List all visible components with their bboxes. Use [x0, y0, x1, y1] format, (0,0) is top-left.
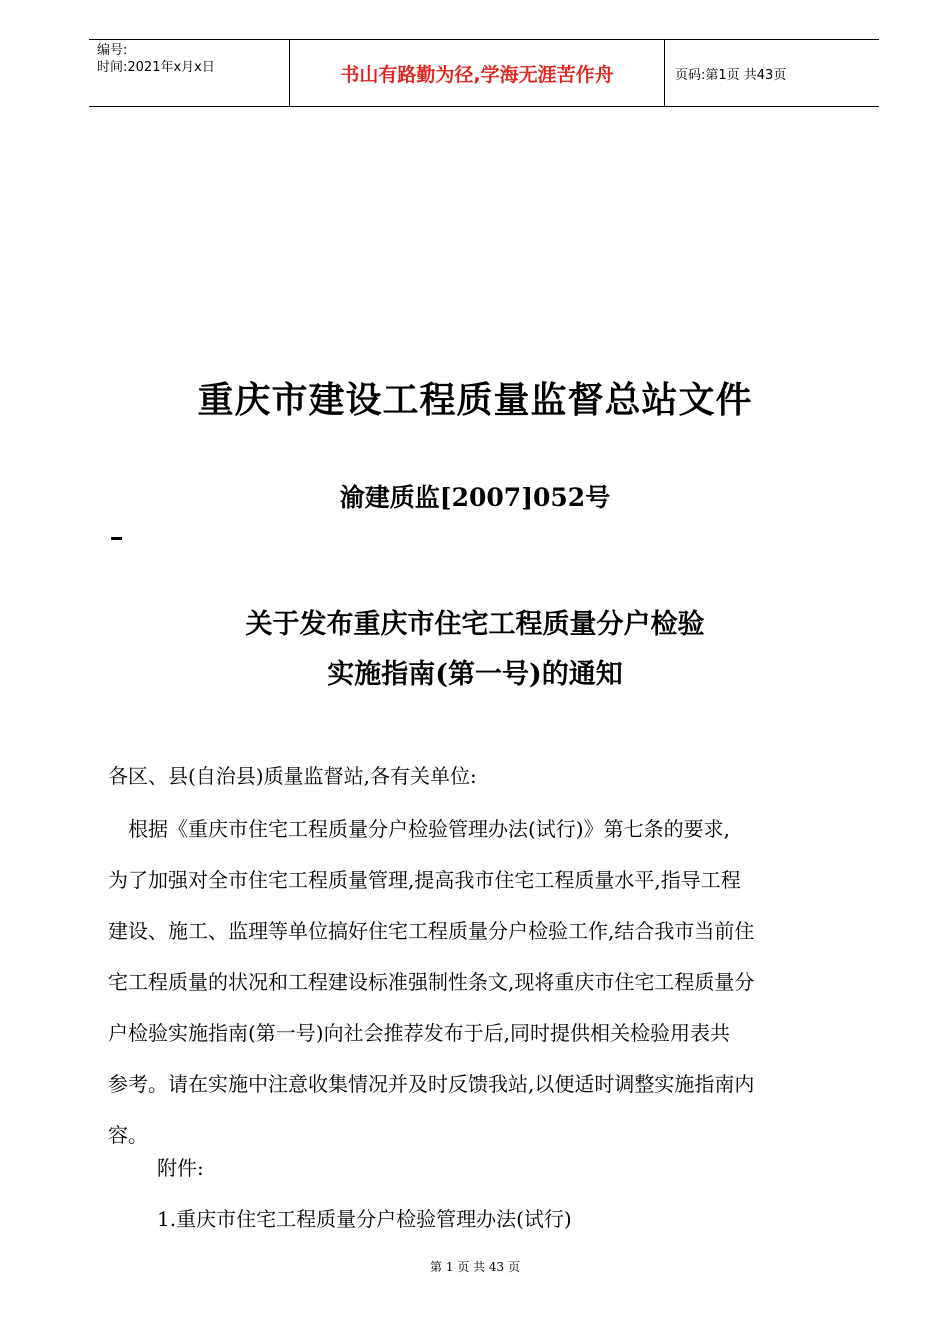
dash-mark	[111, 537, 122, 540]
page-footer: 第 1 页 共 43 页	[430, 1260, 520, 1274]
document-number: 渝建质监[2007]052号	[339, 483, 611, 512]
attachment-item: 1.重庆市住宅工程质量分户检验管理办法(试行)	[157, 1207, 572, 1231]
body-line: 为了加强对全市住宅工程质量管理,提高我市住宅工程质量水平,指导工程	[108, 868, 741, 892]
subtitle-line-2: 实施指南(第一号)的通知	[327, 659, 623, 690]
body-line: 根据《重庆市住宅工程质量分户检验管理办法(试行)》第七条的要求,	[128, 817, 730, 841]
body-line: 户检验实施指南(第一号)向社会推荐发布于后,同时提供相关检验用表共	[108, 1021, 730, 1045]
body-line: 容。	[108, 1123, 148, 1147]
body-paragraph	[108, 804, 868, 1161]
header-motto: 书山有路勤为径,学海无涯苦作舟	[290, 40, 665, 106]
time-label: 时间:2021年x月x日	[97, 60, 215, 75]
header-meta	[89, 40, 290, 106]
page-header	[89, 39, 879, 107]
salutation: 各区、县(自治县)质量监督站,各有关单位:	[108, 764, 477, 788]
body-line: 参考。请在实施中注意收集情况并及时反馈我站,以便适时调整实施指南内	[108, 1072, 755, 1096]
number-label: 编号:	[97, 43, 128, 58]
document-title: 重庆市建设工程质量监督总站文件	[197, 379, 753, 421]
attachment-label: 附件:	[157, 1156, 204, 1180]
subtitle-line-1: 关于发布重庆市住宅工程质量分户检验	[245, 609, 705, 640]
body-line: 宅工程质量的状况和工程建设标准强制性条文,现将重庆市住宅工程质量分	[108, 970, 755, 994]
notice-subtitle	[0, 600, 950, 700]
header-page-info: 页码:第1页 共43页	[675, 67, 787, 83]
body-line: 建设、施工、监理等单位搞好住宅工程质量分户检验工作,结合我市当前住	[108, 919, 755, 943]
